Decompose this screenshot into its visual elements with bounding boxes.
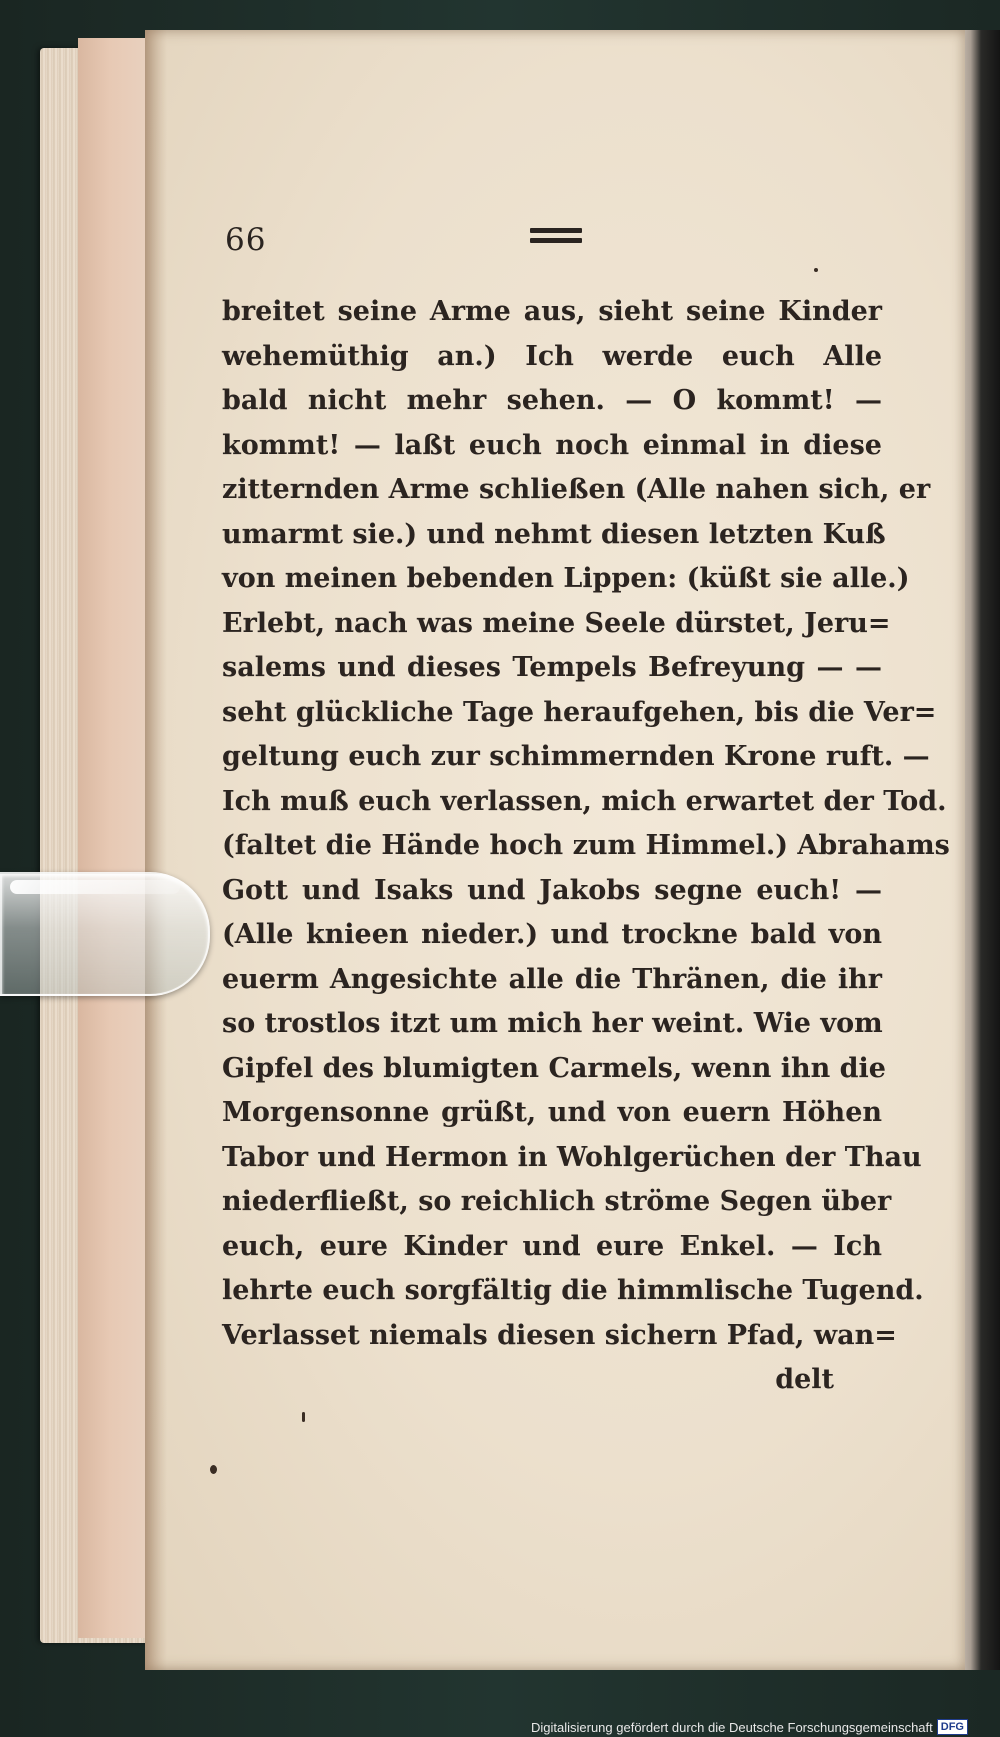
page-speck	[814, 268, 818, 272]
text-line: breitet seine Arme aus, sieht seine Kinder	[222, 296, 882, 327]
dfg-logo: DFG	[937, 1719, 968, 1735]
text-line: seht glückliche Tage heraufgehen, bis die Ver=	[222, 696, 937, 728]
body-text	[222, 290, 950, 1403]
text-line: Ich muß euch verlassen, mich erwartet der Tod.	[222, 785, 947, 817]
text-line: so trostlos itzt um mich her weint. Wie vom	[222, 1008, 883, 1039]
digitization-credit	[531, 1719, 968, 1735]
text-line: Gott und Isaks und Jakobs segne euch! —	[222, 874, 882, 906]
text-line: salems und dieses Tempels Befreyung — —	[222, 652, 882, 683]
credit-text: Digitalisierung gefördert durch die Deutsche Forschungsgemeinschaft	[530, 1719, 933, 1735]
header-double-rule	[530, 228, 582, 248]
text-line: geltung euch zur schimmernden Krone ruft. —	[222, 741, 930, 772]
page-speck	[302, 1412, 305, 1422]
text-line: niederfließt, so reichlich ströme Segen über	[222, 1186, 892, 1217]
text-line: Tabor und Hermon in Wohlgerüchen der Thau	[222, 1141, 922, 1173]
text-line: bald nicht mehr sehen. — O kommt! —	[222, 385, 882, 416]
text-line: umarmt sie.) und nehmt diesen letzten Kuß	[222, 518, 886, 550]
text-line: (Alle knieen nieder.) und trockne bald von	[222, 919, 882, 950]
text-line: euch, eure Kinder und eure Enkel. — Ich	[222, 1230, 882, 1262]
text-line: euerm Angesichte alle die Thränen, die ihr	[222, 963, 882, 995]
text-line: von meinen bebenden Lippen: (küßt sie alle.)	[222, 563, 910, 594]
page-speck	[210, 1465, 217, 1474]
text-line: lehrte euch sorgfältig die himmlische Tugend.	[222, 1275, 924, 1306]
text-line: wehemüthig an.) Ich werde euch Alle	[222, 340, 882, 372]
text-line: delt	[775, 1364, 834, 1395]
text-line: Erlebt, nach was meine Seele dürstet, Jeru=	[222, 607, 891, 639]
glass-weight-highlight	[10, 880, 180, 894]
text-line: Gipfel des blumigten Carmels, wenn ihn die	[222, 1052, 886, 1084]
text-line: Verlasset niemals diesen sichern Pfad, wan=	[222, 1319, 897, 1351]
text-line: kommt! — laßt euch noch einmal in diese	[222, 429, 882, 461]
gutter-shadow	[145, 30, 167, 1670]
text-line: (faltet die Hände hoch zum Himmel.) Abrahams	[222, 830, 950, 861]
page-number: 66	[225, 222, 267, 258]
text-line: zitternden Arme schließen (Alle nahen sich, er	[222, 474, 931, 505]
text-line: Morgensonne grüßt, und von euern Höhen	[222, 1097, 882, 1128]
